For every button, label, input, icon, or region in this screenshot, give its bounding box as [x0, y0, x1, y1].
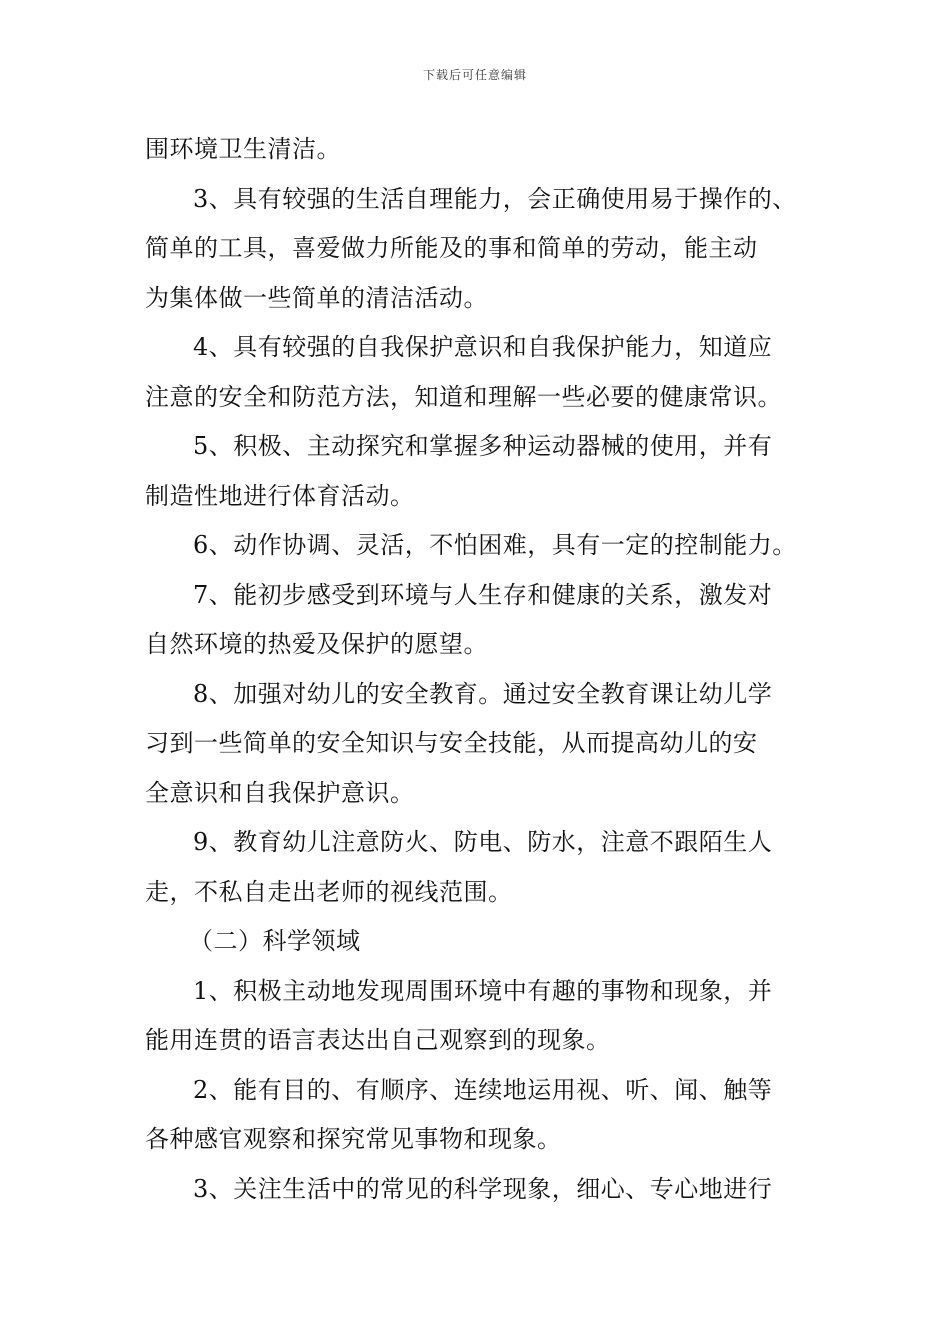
paragraph-line: 走，不私自走出老师的视线范围。: [145, 877, 513, 906]
header-note: 下载后可任意编辑: [422, 68, 527, 82]
paragraph-line: 为集体做一些简单的清洁活动。: [145, 283, 488, 312]
paragraph-line: 自然环境的热爱及保护的愿望。: [145, 630, 488, 658]
paragraph-line: 1、积极主动地发现周围环境中有趣的事物和现象，并: [193, 976, 773, 1005]
paragraph-line: 制造性地进行体育活动。: [145, 481, 415, 510]
paragraph-line: 习到一些简单的安全知识与安全技能，从而提高幼儿的安: [145, 729, 758, 757]
paragraph-line: 5、积极、主动探究和掌握多种运动器械的使用，并有: [193, 432, 773, 460]
paragraph-line: 9、教育幼儿注意防火、防电、防水，注意不跟陌生人: [193, 828, 773, 856]
document-body: [145, 125, 810, 1214]
paragraph-line: 3、具有较强的生活自理能力，会正确使用易于操作的、: [193, 184, 797, 213]
section-heading: （二）科学领域: [189, 927, 361, 955]
paragraph-line: 全意识和自我保护意识。: [145, 778, 415, 807]
paragraph-line: 各种感官观察和探究常见事物和现象。: [145, 1125, 562, 1153]
paragraph-line: 围环境卫生清洁。: [145, 135, 341, 163]
paragraph-line: 8、加强对幼儿的安全教育。通过安全教育课让幼儿学: [193, 679, 773, 708]
paragraph-line: 7、能初步感受到环境与人生存和健康的关系，激发对: [193, 580, 773, 609]
paragraph-line: 4、具有较强的自我保护意识和自我保护能力，知道应: [193, 333, 773, 361]
paragraph-line: 注意的安全和防范方法，知道和理解一些必要的健康常识。: [145, 382, 782, 411]
paragraph-line: 3、关注生活中的常见的科学现象，细心、专心地进行: [193, 1174, 773, 1203]
paragraph-line: 2、能有目的、有顺序、连续地运用视、听、闻、触等: [193, 1075, 773, 1104]
paragraph-line: 简单的工具，喜爱做力所能及的事和简单的劳动，能主动: [145, 234, 758, 262]
paragraph-line: 能用连贯的语言表达出自己观察到的现象。: [145, 1026, 611, 1054]
paragraph-line: 6、动作协调、灵活，不怕困难，具有一定的控制能力。: [193, 531, 797, 559]
